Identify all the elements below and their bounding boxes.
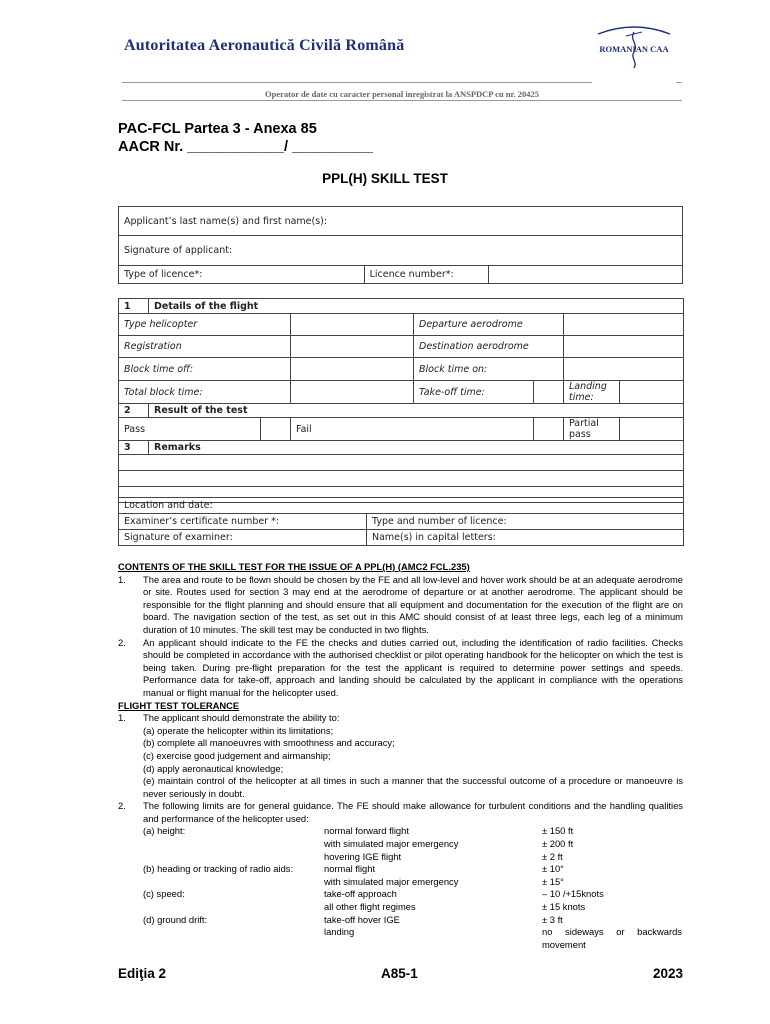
type-helicopter-label: Type helicopter: [119, 314, 291, 336]
departure-aerodrome-label: Departure aerodrome: [414, 314, 564, 336]
limit-category: [143, 876, 324, 889]
romanian-caa-logo: [588, 22, 680, 74]
departure-aerodrome-field[interactable]: [564, 314, 684, 336]
applicant-name-label[interactable]: Applicant’s last name(s) and first name(s):: [119, 207, 683, 236]
limit-value: ± 2 ft: [542, 850, 563, 862]
ability-item: (e) maintain control of the helicopter at all times in such a manner that the successful outcome of a procedure or manoeuvre is never seriously in doubt.: [143, 775, 683, 799]
limit-condition: normal flight: [324, 863, 376, 875]
remarks-line[interactable]: [119, 471, 684, 487]
limit-condition: with simulated major emergency: [324, 838, 459, 850]
fail-label: Fail: [291, 418, 534, 441]
limit-value: ± 15°: [542, 875, 564, 887]
ability-item: (a) operate the helicopter within its limitations;: [143, 724, 334, 736]
limit-value: ± 200 ft: [542, 838, 574, 850]
item-number: 1.: [118, 712, 126, 724]
item-intro: The following limits are for general guidance. The FE should make allowance for turbulent conditions and the handling qualities and performance of the helicopter used:: [143, 800, 683, 824]
limit-condition: all other flight regimes: [324, 901, 416, 913]
examiner-certificate-label[interactable]: Examiner’s certificate number *:: [119, 514, 367, 530]
takeoff-time-label: Take-off time:: [414, 381, 534, 404]
partial-pass-label: Partial pass: [564, 418, 620, 441]
limit-condition: take-off approach: [324, 888, 397, 900]
limit-value: ± 10°: [542, 863, 564, 875]
limits-grid: [118, 825, 683, 951]
header-divider-end: [676, 82, 682, 83]
doc-ref-line2: AACR Nr. ____________/ __________: [118, 139, 373, 155]
licence-type-number-label[interactable]: Type and number of licence:: [367, 514, 684, 530]
tolerance-item: [118, 800, 683, 825]
limit-condition: hovering IGE flight: [324, 850, 402, 862]
skill-test-contents: [118, 561, 683, 951]
limit-value: no sideways or backwards movement: [542, 926, 682, 950]
limit-category: [143, 851, 324, 864]
limit-condition: normal forward flight: [324, 825, 409, 837]
ability-item: (d) apply aeronautical knowledge;: [143, 762, 284, 774]
edition-label: Ediţia 2: [118, 966, 167, 981]
doc-ref-line1: PAC-FCL Partea 3 - Anexa 85: [118, 121, 317, 137]
block-time-on-field[interactable]: [564, 358, 684, 381]
limit-value: ± 150 ft: [542, 825, 574, 837]
block-time-off-field[interactable]: [291, 358, 414, 381]
remarks-line[interactable]: [119, 455, 684, 471]
page-title: PPL(H) SKILL TEST: [322, 171, 448, 186]
logo-text: ROMANIAN CAA: [599, 44, 669, 54]
destination-aerodrome-field[interactable]: [564, 336, 684, 358]
limit-category: (a) height:: [143, 825, 186, 837]
partial-pass-checkbox[interactable]: [620, 418, 684, 441]
contents-item: [118, 637, 683, 700]
licence-type-label[interactable]: Type of licence*:: [119, 266, 365, 284]
contents-heading: CONTENTS OF THE SKILL TEST FOR THE ISSUE OF A PPL(H) (AMC2 FCL.235): [118, 561, 470, 572]
takeoff-time-field[interactable]: [534, 381, 564, 404]
operator-divider: [122, 100, 682, 101]
section2-title: Result of the test: [149, 404, 684, 418]
limit-value: ± 3 ft: [542, 913, 563, 925]
licence-number-label[interactable]: Licence number*:: [364, 266, 489, 284]
organization-name: Autoritatea Aeronautică Civilă Română: [124, 37, 405, 54]
flight-details-table: [118, 298, 684, 503]
limit-value: ± 15 knots: [542, 901, 586, 913]
contents-item: [118, 574, 683, 637]
page-number: A85-1: [381, 966, 418, 981]
limit-category: [143, 926, 324, 951]
footer-year: 2023: [652, 966, 683, 981]
header-divider: [122, 82, 592, 83]
landing-time-field[interactable]: [620, 381, 684, 404]
total-block-time-field[interactable]: [291, 381, 414, 404]
ability-item: (b) complete all manoeuvres with smoothness and accuracy;: [143, 737, 395, 749]
pass-checkbox[interactable]: [261, 418, 291, 441]
limit-condition: with simulated major emergency: [324, 875, 459, 887]
block-time-off-label: Block time off:: [119, 358, 291, 381]
item-number: 2.: [118, 800, 126, 812]
type-helicopter-field[interactable]: [291, 314, 414, 336]
limit-category: (c) speed:: [143, 888, 185, 900]
item-number: 1.: [118, 573, 126, 585]
tolerance-heading: FLIGHT TEST TOLERANCE: [118, 699, 240, 711]
section3-title: Remarks: [149, 441, 684, 455]
section1-title: Details of the flight: [149, 299, 684, 314]
limit-condition: take-off hover IGE: [324, 913, 400, 925]
limit-category: [143, 838, 324, 851]
applicant-signature-label[interactable]: Signature of applicant:: [119, 236, 683, 266]
landing-time-label: Landing time:: [564, 381, 620, 404]
item-intro: The applicant should demonstrate the ability to:: [143, 712, 340, 724]
item-text: An applicant should indicate to the FE the checks and duties carried out, including the identification of radio facilities. Checks should be completed in accordance with the authorised checklist or pilot operating handbook for the helicopter on which the test is being taken. During pre-flight preparation for the test the applicant is required to determine power settings and speeds. Performance data for take-off, approach and landing should be calculated by the applicant in compliance with the operations manual or flight manual for the helicopter used.: [143, 636, 683, 698]
limit-value: – 10 /+15knots: [542, 888, 604, 900]
section3-number: 3: [119, 441, 149, 455]
block-time-on-label: Block time on:: [414, 358, 564, 381]
item-text: The area and route to be flown should be chosen by the FE and all low-level and hover work should be at an adequate aerodrome or site. Routes used for section 3 may end at the aerodrome of departure or at another aerodrome. The applicant should be responsible for the flight planning and should ensure that all equipment and documentation for the execution of the flight are on board. The navigation section of the test, as set out in this AMC should consist of at least three legs, each leg of a minimum duration of 10 minutes. The skill test may be conducted in two flights.: [143, 573, 683, 635]
pass-label: Pass: [119, 418, 261, 441]
fail-checkbox[interactable]: [534, 418, 564, 441]
limit-category: [143, 901, 324, 914]
names-capital-label[interactable]: Name(s) in capital letters:: [367, 530, 684, 546]
registration-field[interactable]: [291, 336, 414, 358]
total-block-time-label: Total block time:: [119, 381, 291, 404]
destination-aerodrome-label: Destination aerodrome: [414, 336, 564, 358]
limit-category: (d) ground drift:: [143, 913, 208, 925]
tolerance-item: [118, 712, 683, 800]
ability-item: (c) exercise good judgement and airmanship;: [143, 749, 331, 761]
section2-number: 2: [119, 404, 149, 418]
applicant-table: [118, 206, 683, 284]
document-reference: [118, 120, 373, 156]
limit-condition: landing: [324, 926, 355, 938]
registration-label: Registration: [119, 336, 291, 358]
limit-category: (b) heading or tracking of radio aids:: [143, 863, 294, 875]
examiner-signature-label[interactable]: Signature of examiner:: [119, 530, 367, 546]
location-date-label[interactable]: Location and date:: [119, 498, 684, 514]
examiner-table: [118, 497, 684, 546]
operator-note: Operator de date cu caracter personal inregistrat la ANSPDCP cu nr. 20425: [264, 89, 540, 99]
item-number: 2.: [118, 636, 126, 648]
licence-number-field[interactable]: [489, 266, 683, 284]
section1-number: 1: [119, 299, 149, 314]
